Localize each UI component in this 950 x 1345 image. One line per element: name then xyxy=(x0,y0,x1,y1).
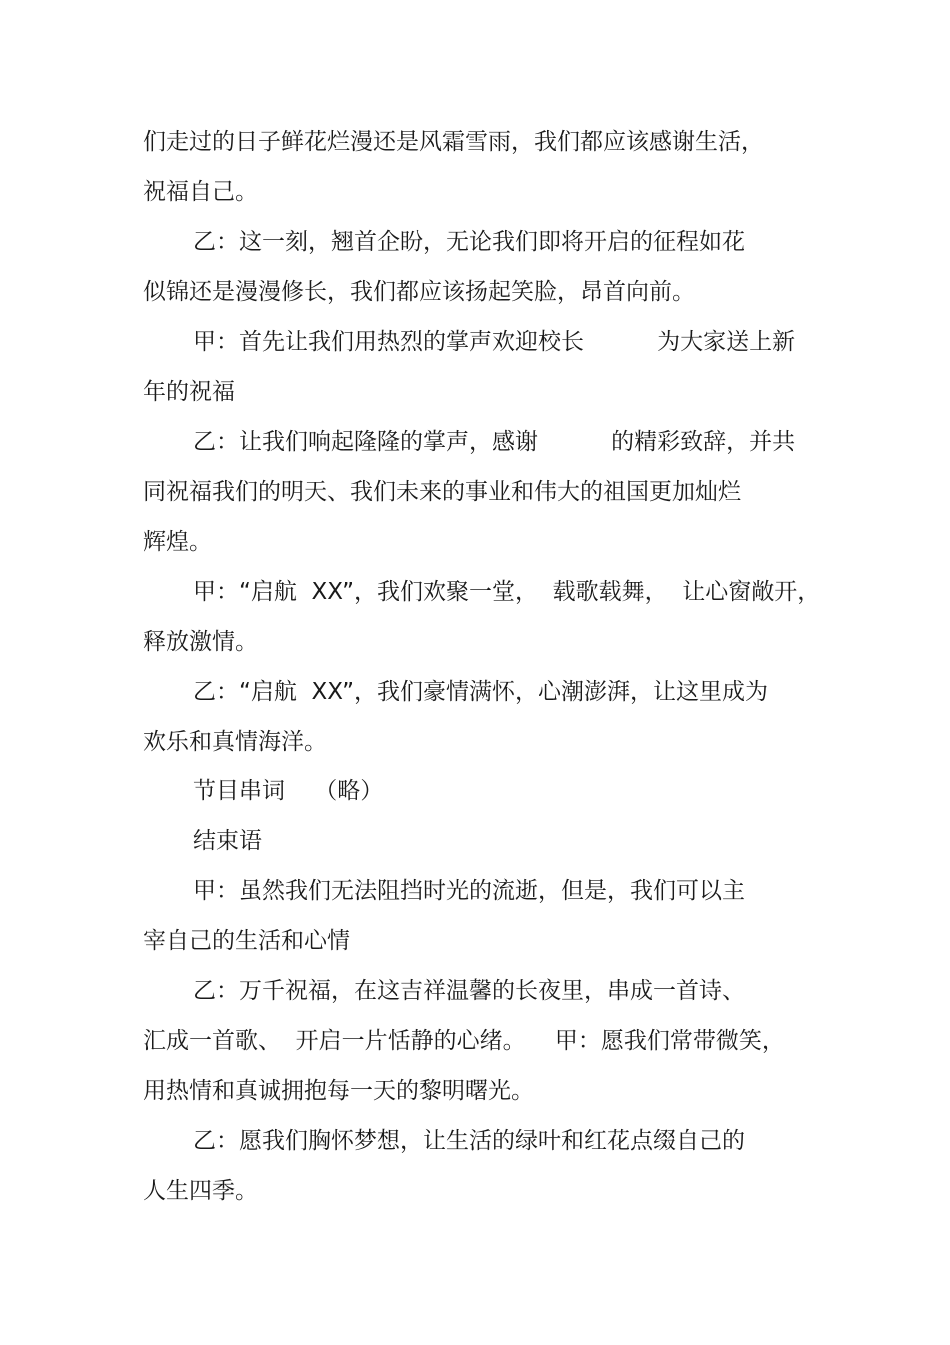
text-line: 同祝福我们的明天、我们未来的事业和伟大的祖国更加灿烂 xyxy=(143,479,741,505)
text-line: 乙：“启航 XX”，我们豪情满怀，心潮澎湃，让这里成为 xyxy=(193,679,769,705)
text-line: 们走过的日子鲜花烂漫还是风霜雪雨，我们都应该感谢生活， xyxy=(143,129,764,155)
text-line: 欢乐和真情海洋。 xyxy=(143,729,327,755)
text-line: 甲：虽然我们无法阻挡时光的流逝，但是，我们可以主 xyxy=(193,878,745,904)
text-line: 释放激情。 xyxy=(143,629,258,655)
text-line: 人生四季。 xyxy=(143,1178,258,1204)
text-line: 汇成一首歌、 开启一片恬静的心绪。 甲：愿我们常带微笑， xyxy=(143,1028,785,1054)
text-line: 辉煌。 xyxy=(143,529,212,555)
text-line: 年的祝福 xyxy=(143,379,235,405)
text-line: 乙：让我们响起隆隆的掌声，感谢 的精彩致辞，并共 xyxy=(193,429,796,455)
section-heading: 结束语 xyxy=(193,828,262,854)
text-line: 乙：这一刻，翘首企盼，无论我们即将开启的征程如花 xyxy=(193,229,745,255)
text-line: 似锦还是漫漫修长，我们都应该扬起笑脸，昂首向前。 xyxy=(143,279,695,305)
text-line: 用热情和真诚拥抱每一天的黎明曙光。 xyxy=(143,1078,534,1104)
text-line: 乙：愿我们胸怀梦想，让生活的绿叶和红花点缀自己的 xyxy=(193,1128,745,1154)
text-line: 甲：“启航 XX”，我们欢聚一堂， 载歌载舞， 让心窗敞开， xyxy=(193,579,821,605)
text-line: 祝福自己。 xyxy=(143,179,258,205)
text-line: 甲：首先让我们用热烈的掌声欢迎校长 为大家送上新 xyxy=(193,329,796,355)
text-line: 乙：万千祝福，在这吉祥温馨的长夜里，串成一首诗、 xyxy=(193,978,745,1004)
section-heading: 节目串词 （略） xyxy=(193,778,384,804)
text-line: 宰自己的生活和心情 xyxy=(143,928,350,954)
